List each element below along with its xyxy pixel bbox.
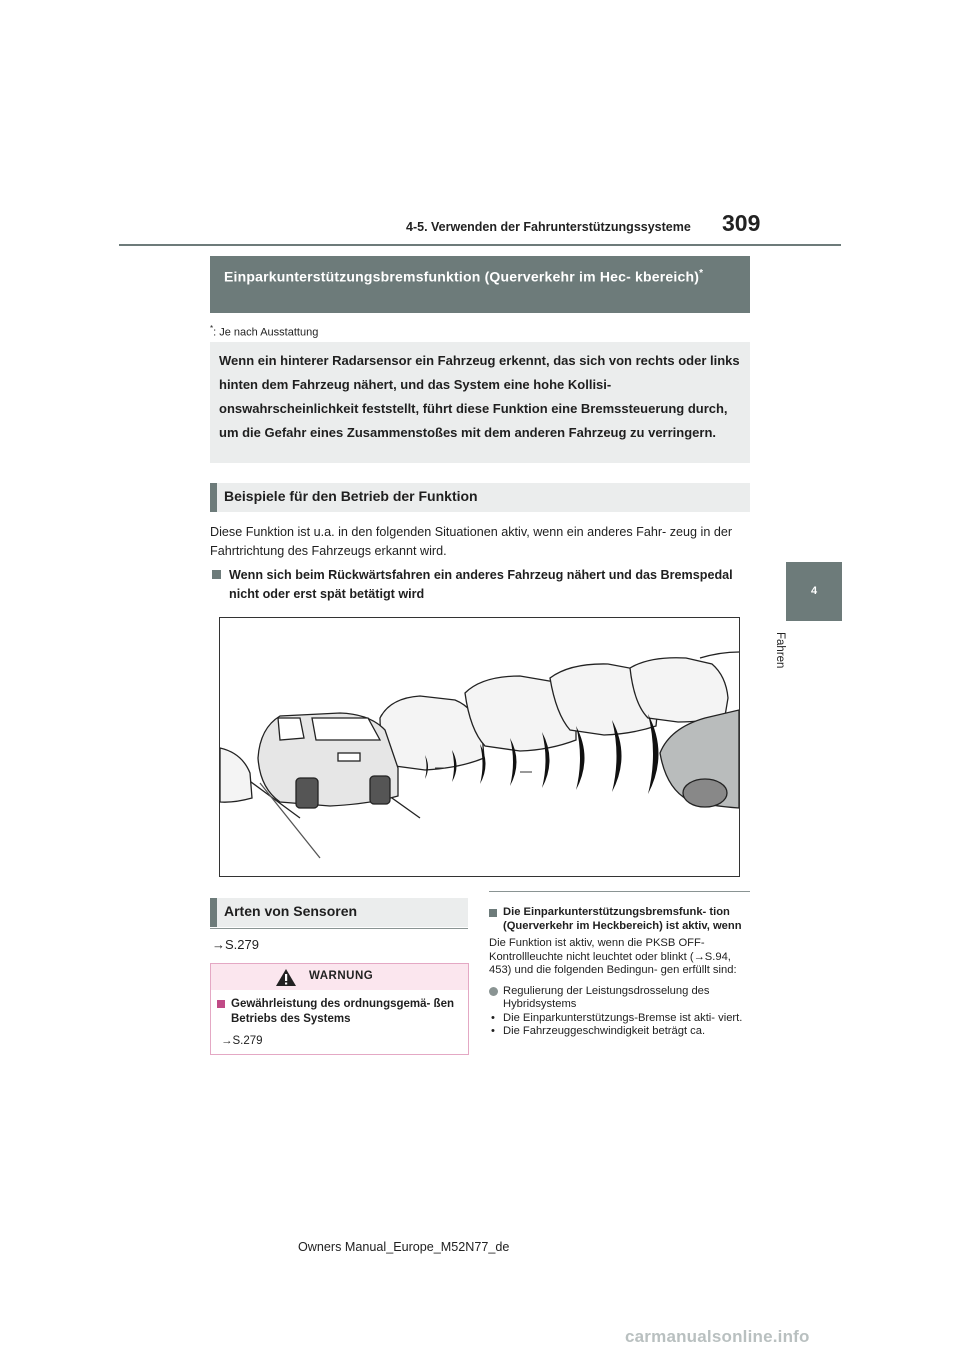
chapter-tab[interactable]: 4 [786, 562, 842, 621]
chapter-label-text: Fahren [774, 632, 786, 669]
section-title: 4-5. Verwenden der Fahrunterstützungssysteme [406, 220, 691, 234]
parking-illustration [219, 617, 740, 877]
right-column-heading [489, 906, 751, 933]
watermark[interactable]: carmanualsonline.info [625, 1327, 810, 1346]
right-column [489, 906, 751, 1039]
footnote-mark: * [210, 324, 214, 333]
examples-bullet-text: Wenn sich beim Rückwärtsfahren ein anderes Fahrzeug nähert und das Bremspedal nicht oder erst spät betätigt wird [229, 568, 733, 601]
sensors-heading: Arten von Sensoren [210, 898, 468, 927]
footer: Owners Manual_Europe_M52N77_de [298, 1240, 510, 1254]
cross-traffic-illustration [220, 618, 739, 876]
list-item [489, 1012, 751, 1026]
warning-label: WARNUNG [309, 970, 374, 982]
warning-item-text: Gewährleistung des ordnungsgemä- ßen Betriebs des Systems [231, 998, 455, 1025]
main-heading [210, 256, 750, 313]
warning-page-ref[interactable]: →S.279 [221, 1035, 263, 1047]
sensors-page-ref[interactable]: →S.279 [212, 937, 259, 952]
list-item [489, 985, 751, 1012]
footnote-text: : Je nach Ausstattung [213, 326, 319, 339]
main-heading-mark: * [699, 268, 704, 279]
warning-triangle-icon [275, 968, 297, 987]
header-rule [119, 244, 841, 246]
dot-bullet-icon: • [491, 1025, 495, 1037]
square-bullet-icon [489, 909, 497, 917]
page-number: 309 [722, 210, 761, 236]
right-column-heading-text: Die Einparkunterstützungsbremsfunk- tion (Querverkehr im Heckbereich) ist aktiv, wenn [503, 906, 742, 932]
warning-header [211, 964, 468, 990]
footnote [210, 324, 318, 339]
list-item-text: Die Einparkunterstützungs-Bremse ist akti- viert. [503, 1011, 743, 1024]
right-column-paragraph: Die Funktion ist aktiv, wenn die PKSB OFF- Kontrollleuchte nicht leuchtet oder blinkt (→S.94, 453) und die folgenden Bedingun- gen erfüllt sind: [489, 937, 737, 976]
examples-heading: Beispiele für den Betrieb der Funktion [210, 483, 750, 512]
warning-box [210, 963, 469, 1055]
main-heading-text: Einparkunterstützungsbremsfunktion (Querverkehr im Hec- kbereich) [224, 268, 700, 285]
list-item-text: Regulierung der Leistungsdrosselung des Hybridsystems [503, 984, 710, 1010]
chapter-label [774, 632, 802, 692]
list-item [489, 1025, 751, 1039]
right-column-rule [489, 891, 750, 892]
intro-box: Wenn ein hinterer Radarsensor ein Fahrzeug erkennt, das sich von rechts oder links hinten dem Fahrzeug nähert, und das System eine hohe Kollisi- onswahrscheinlichkeit feststellt, führt diese Funktion eine Bremssteuerung durch, um die Gefahr eines Zusammenstoßes mit dem anderen Fahrzeug zu verringern. [210, 342, 750, 463]
examples-paragraph: Diese Funktion ist u.a. in den folgenden Situationen aktiv, wenn ein anderes Fahr- zeug in der Fahrtrichtung des Fahrzeugs erkannt wird. [210, 525, 733, 558]
circle-bullet-icon [489, 987, 498, 996]
dot-bullet-icon: • [491, 1011, 495, 1024]
square-bullet-icon [212, 570, 221, 579]
square-bullet-icon [217, 1000, 225, 1008]
sensors-rule [210, 928, 468, 929]
list-item-text: Die Fahrzeuggeschwindigkeit beträgt ca. [503, 1025, 706, 1037]
